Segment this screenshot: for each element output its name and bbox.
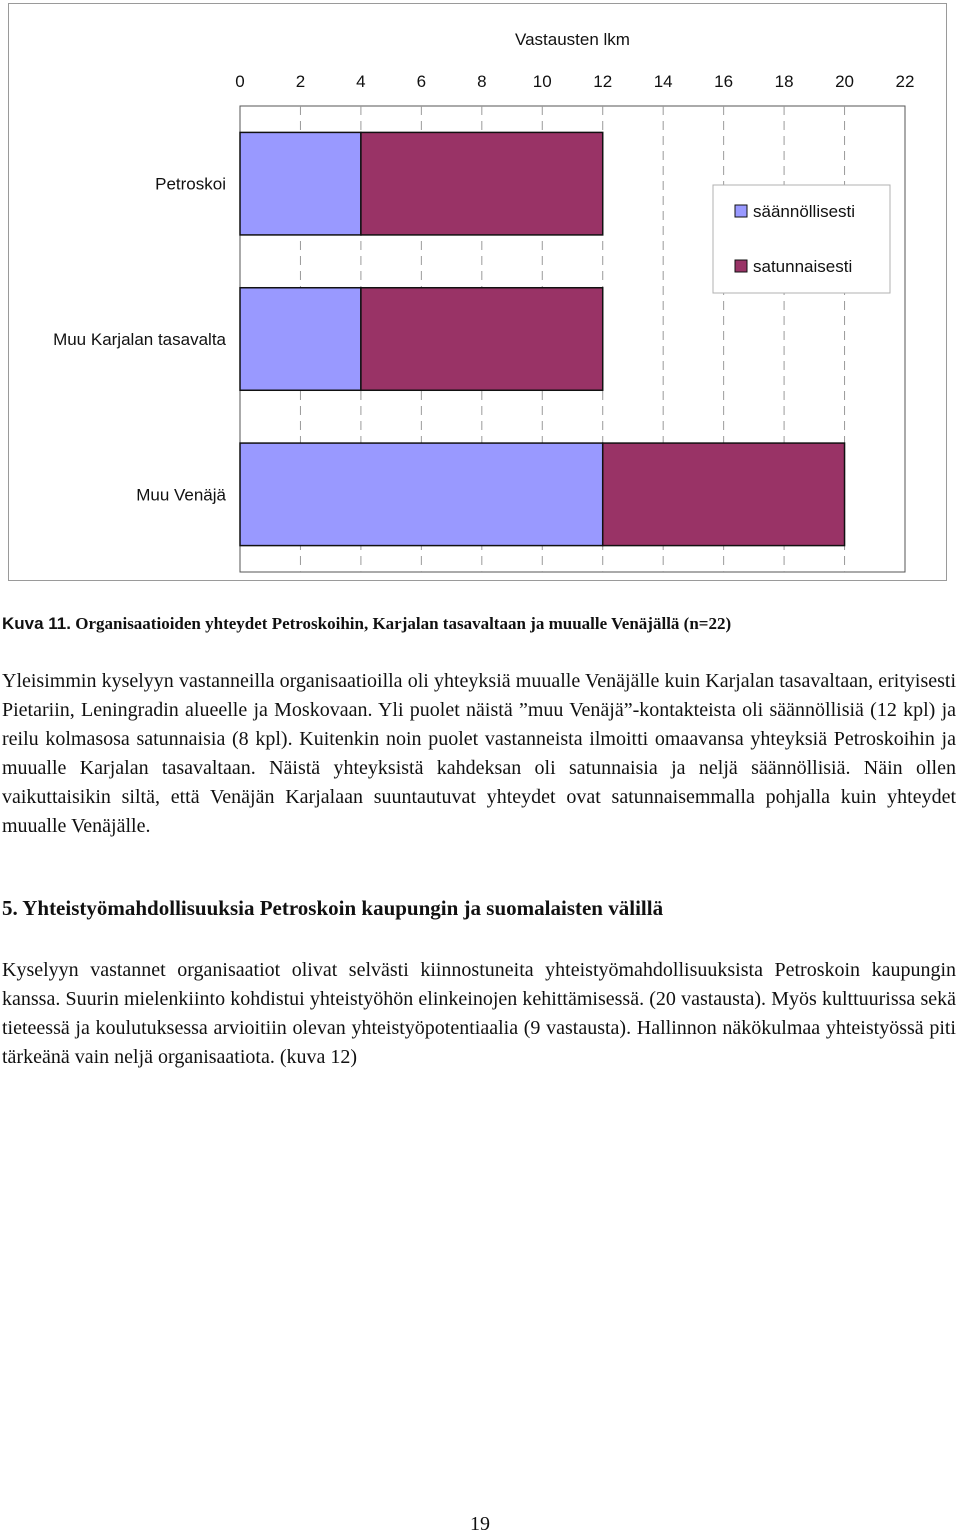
stacked-bar-chart [9,4,946,580]
bar-segment [361,288,603,391]
x-tick-label: 10 [532,72,552,91]
body-paragraph-2: Kyselyyn vastannet organisaatiot olivat selvästi kiinnostuneita yhteistyömahdollisuuksista Petroskoin kaupungin kanssa. Suurin mielenkiinto kohdistui yhteistyöhön elinkeinojen kehittämisessä. (20 vastausta). Myös kulttuurissa sekä tieteessä ja koulutuksessa arvioitiin olevan yhteistyöpotentiaalia (9 vastausta). Hallinnon näkökulmaa yhteistyössä piti tärkeänä vain neljä organisaatiota. (kuva 12) [2,959,956,1068]
x-axis-title: Vastausten lkm [515,30,630,49]
bar-segment [240,132,361,235]
x-tick-label: 14 [653,72,673,91]
legend-label: säännöllisesti [753,202,856,221]
x-tick-label: 22 [895,72,915,91]
caption-text: Organisaatioiden yhteydet Petroskoihin, Karjalan tasavaltaan ja muualle Venäjällä (n=22) [75,614,732,633]
bar-segment [240,288,361,391]
category-label: Muu Karjalan tasavalta [53,330,226,349]
category-label: Petroskoi [155,174,226,194]
category-label: Muu Venäjä [136,485,226,505]
chart-container [8,3,947,581]
legend-swatch [735,205,747,217]
x-tick-label: 16 [714,72,734,91]
legend-swatch [735,260,747,272]
x-tick-label: 18 [774,72,794,91]
figure-caption [2,614,952,634]
caption-label: Kuva 11. [2,614,71,633]
bar-segment [361,132,603,235]
x-tick-label: 0 [235,72,245,91]
x-tick-label: 6 [416,72,427,91]
x-tick-label: 12 [593,72,613,91]
section-heading: 5. Yhteistyömahdollisuuksia Petroskoin kaupungin ja suomalaisten välillä [2,896,664,920]
x-tick-label: 8 [477,72,487,91]
page-number: 19 [470,1513,490,1535]
body-paragraph-1: Yleisimmin kyselyyn vastanneilla organisaatioilla oli yhteyksiä muualle Venäjälle kuin Karjalan tasavaltaan, erityisesti Pietariin, Leningradin alueelle ja Moskovaan. Yli puolet näistä ”muu Venäjä”-kontakteista oli säännöllisiä (12 kpl) ja reilu kolmasosa satunnaisia (8 kpl). Kuitenkin noin puolet vastanneista ilmoitti omaavansa yhteyksiä Petroskoihin ja muualle Karjalan tasavaltaan. Näistä yhteyksistä kahdeksan oli satunnaisia ja neljä säännöllisiä. Näin ollen vaikuttaisikin siltä, että Venäjän Karjalaan suuntautuvat yhteydet ovat satunnaisemmalla pohjalla kuin yhteydet muualle Venäjälle. [2,670,956,837]
x-tick-label: 4 [356,72,366,91]
x-tick-label: 2 [295,72,306,91]
bar-segment [240,443,603,546]
bar-segment [603,443,845,546]
legend-label: satunnaisesti [753,257,853,276]
x-tick-label: 20 [835,72,855,91]
